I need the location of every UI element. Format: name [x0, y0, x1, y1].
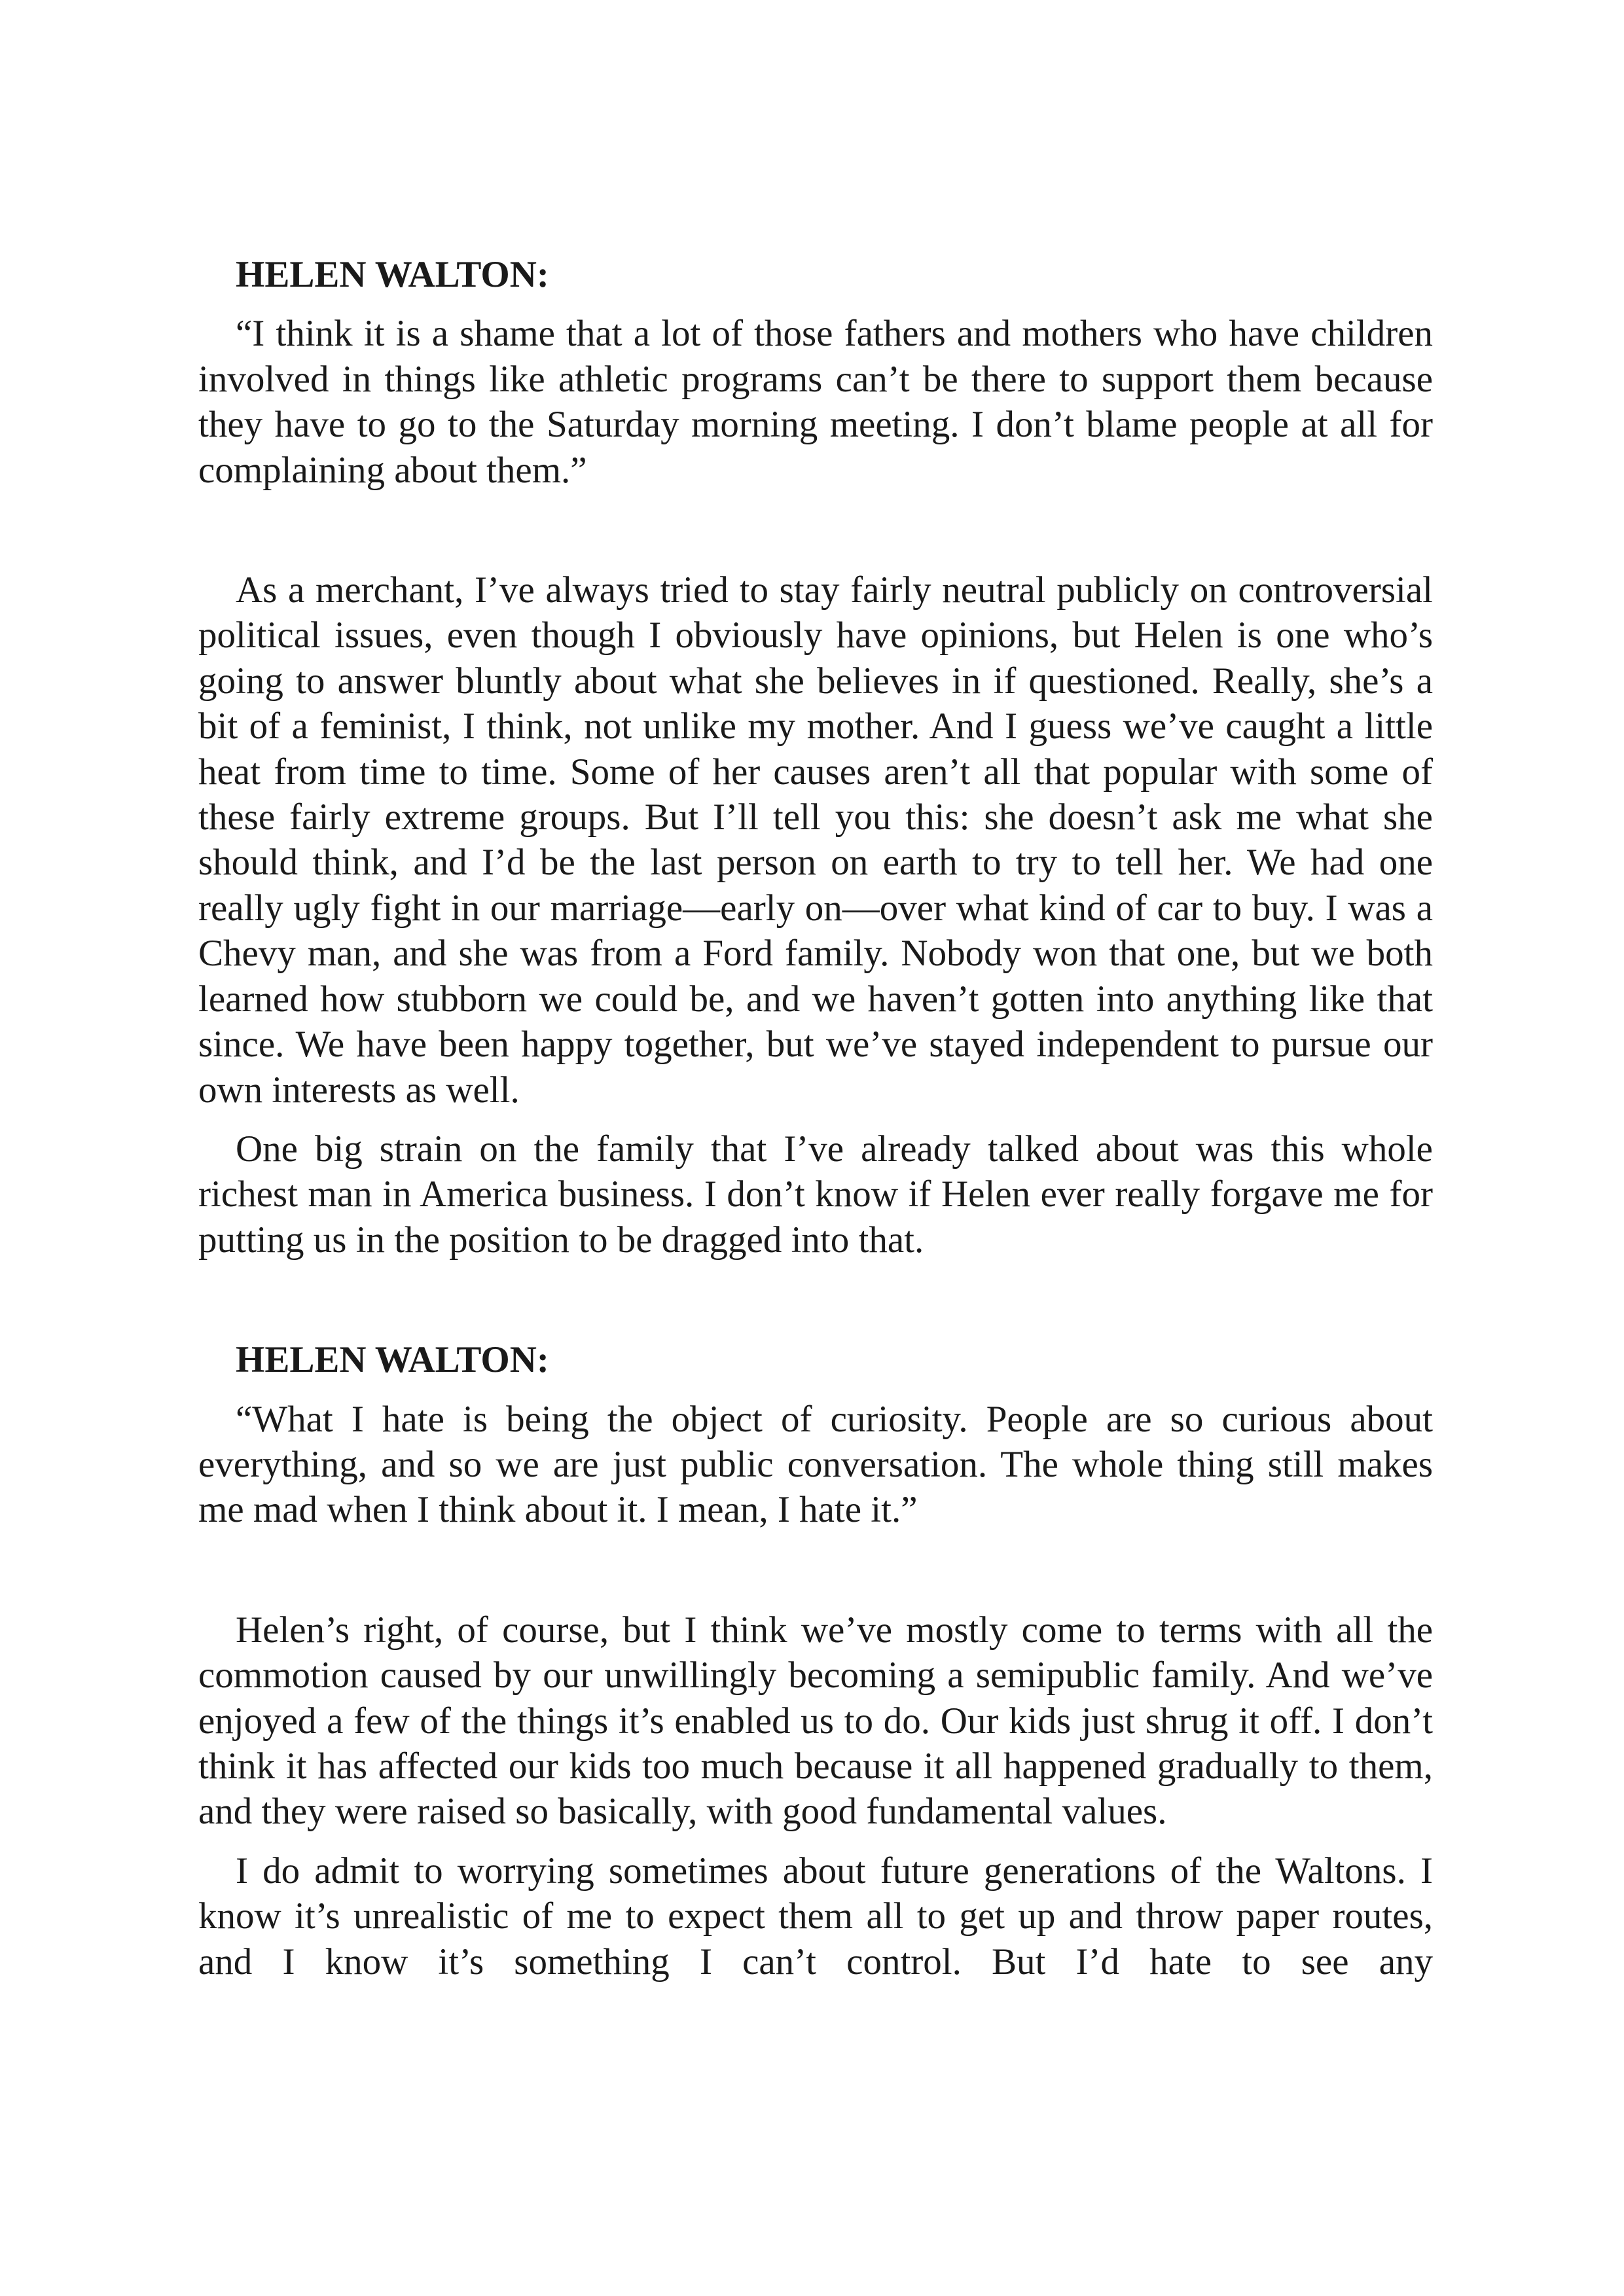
- book-page: [198, 252, 1433, 1984]
- speaker-label: HELEN WALTON:: [236, 1339, 549, 1381]
- body-paragraph: I do admit to worrying sometimes about future generations of the Waltons. I know it’s unrealistic of me to expect them all to get up and throw paper routes, and I know it’s something I can’t control. But I’d hate to see any: [198, 1850, 1433, 1982]
- body-paragraph: Helen’s right, of course, but I think we’ve mostly come to terms with all the commotion caused by our unwillingly becoming a semipublic family. And we’ve enjoyed a few of the things it’s enabled us to do. Our kids just shrug it off. I don’t think it has affected our kids too much because it all happened gradually to them, and they were raised so basically, with good fundamental values.: [198, 1609, 1433, 1833]
- quote-paragraph: “I think it is a shame that a lot of those fathers and mothers who have children involved in things like athletic programs can’t be there to support them because they have to go to the Saturday morning meeting. I don’t blame people at all for complaining about them.”: [198, 313, 1433, 491]
- body-paragraph: As a merchant, I’ve always tried to stay fairly neutral publicly on controversial political issues, even though I obviously have opinions, but Helen is one who’s going to answer bluntly about what she believes in if questioned. Really, she’s a bit of a feminist, I think, not unlike my mother. And I guess we’ve caught a little heat from time to time. Some of her causes aren’t all that popular with some of these fairly extreme groups. But I’ll tell you this: she doesn’t ask me what she should think, and I’d be the last person on earth to try to tell her. We had one really ugly fight in our marriage—early on—over what kind of car to buy. I was a Chevy man, and she was from a Ford family. Nobody won that one, but we both learned how stubborn we could be, and we haven’t gotten into anything like that since. We have been happy together, but we’ve stayed independent to pursue our own interests as well.: [198, 569, 1433, 1111]
- quote-paragraph: “What I hate is being the object of curiosity. People are so curious about everything, and so we are just public conversation. The whole thing still makes me mad when I think about it. I mean, I hate it.”: [198, 1398, 1433, 1531]
- speaker-label: HELEN WALTON:: [236, 254, 549, 295]
- body-paragraph: One big strain on the family that I’ve already talked about was this whole richest man in America business. I don’t know if Helen ever really forgave me for putting us in the position to be dragged into that.: [198, 1128, 1433, 1261]
